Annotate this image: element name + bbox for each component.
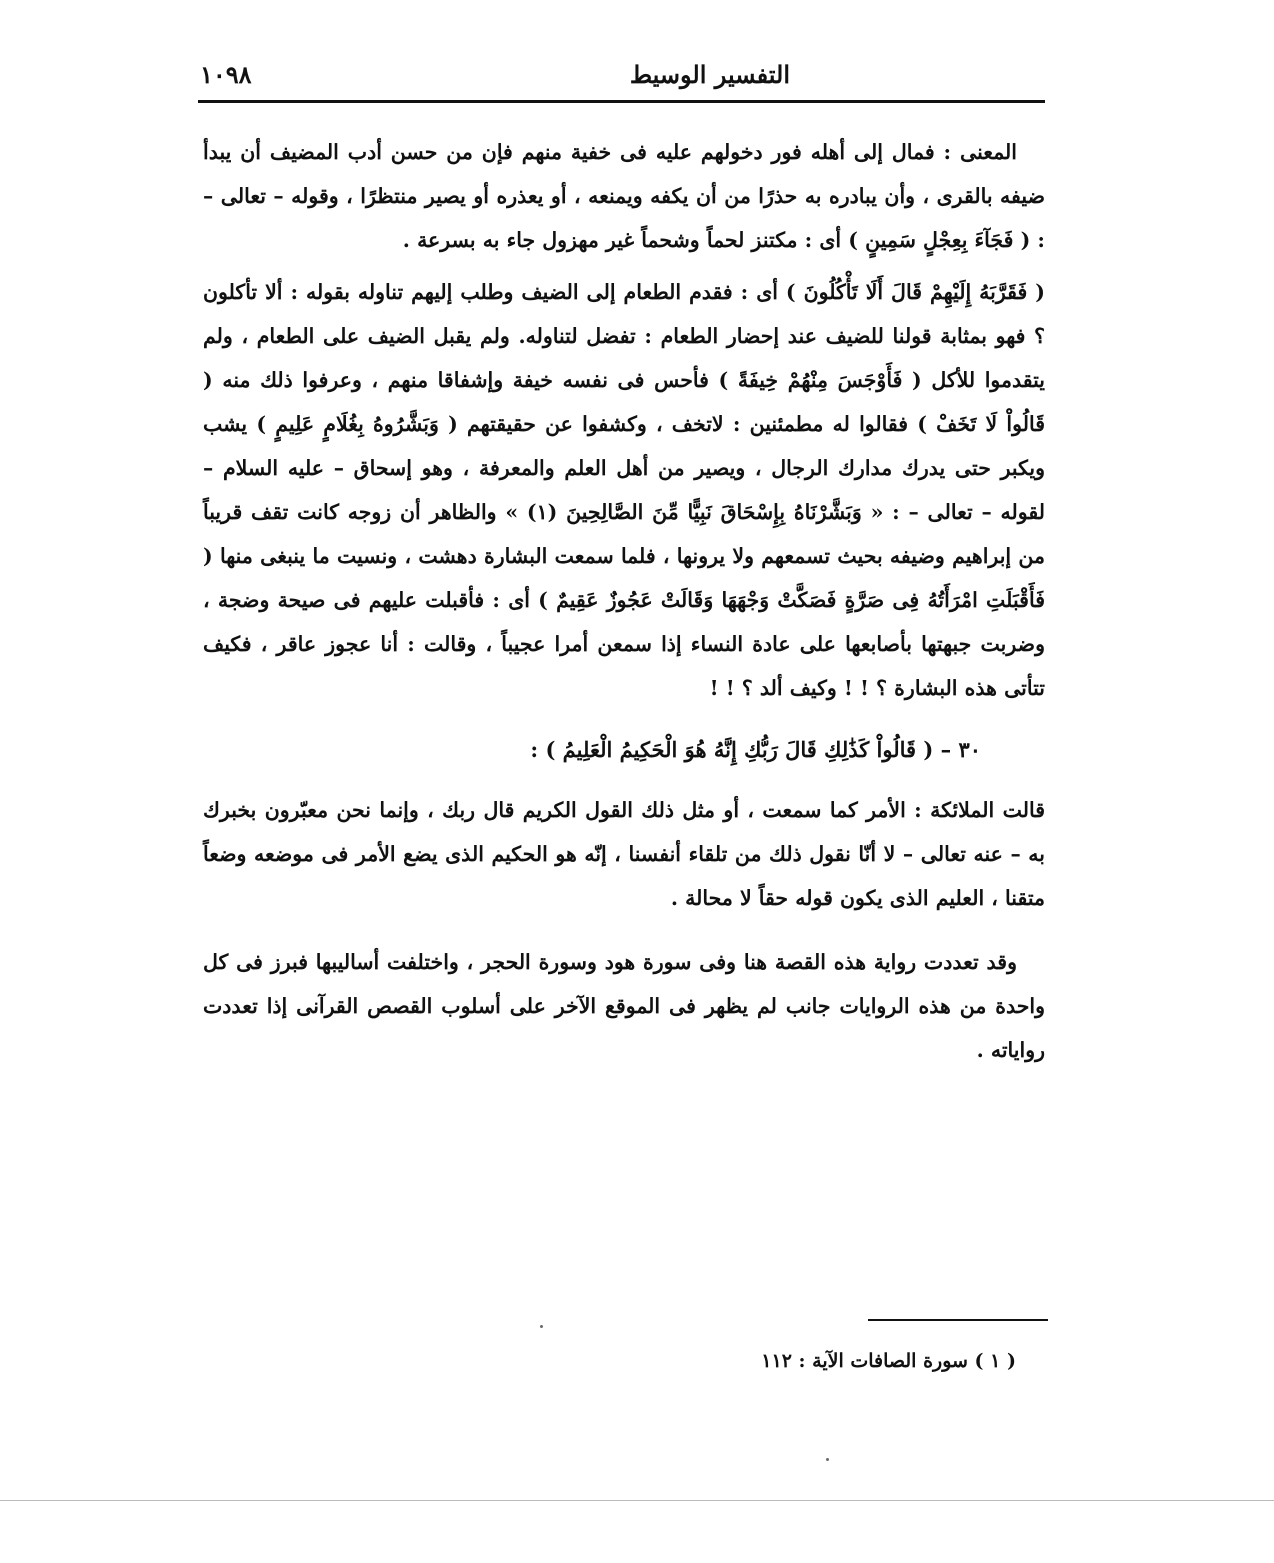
body-text [203, 130, 1045, 1072]
paragraph-angels-reply: قالت الملائكة : الأمر كما سمعت ، أو مثل ذلك القول الكريم قال ربك ، وإنما نحن معبّرون بخبرك به – عنه تعالى – لا أنّا نقول ذلك من تلقاء أنفسنا ، إنّه هو الحكيم الذى يضع الأمر فى موضعه وضعاً متقنا ، العليم الذى يكون قوله حقاً لا محالة . [203, 798, 1045, 910]
scan-speck [826, 1458, 829, 1461]
paragraph-offering-food: ( فَقَرَّبَهُ إِلَيْهِمْ قَالَ أَلَا تَأْكُلُونَ ) أى : فقدم الطعام إلى الضيف وطلب إليهم تناوله بقوله : ألا تأكلون ؟ فهو بمثابة قولنا للضيف عند إحضار الطعام : تفضل لتناوله. ولم يقبل الضيف على الطعام ، ولم يتقدموا للأكل ( فَأَوْجَسَ مِنْهُمْ خِيفَةً ) فأحس فى نفسه خيفة وإشفاقا منهم ، وعرفوا ذلك منه ( قَالُواْ لَا تَخَفْ ) فقالوا له مطمئنين : لاتخف ، وكشفوا عن حقيقتهم ( وَبَشَّرُوهُ بِغُلَامٍ عَلِيمٍ ) يشب ويكبر حتى يدرك مدارك الرجال ، ويصير من أهل العلم والمعرفة ، وهو إسحاق – عليه السلام – لقوله – تعالى – : « وَبَشَّرْنَاهُ بِإِسْحَاقَ نَبِيًّا مِّنَ الصَّالِحِينَ (١) » والظاهر أن زوجه كانت تقف قريباً من إبراهيم وضيفه بحيث تسمعهم ولا يرونها ، فلما سمعت البشارة دهشت ، ونسيت ما ينبغى منها ( فَأَقْبَلَتِ امْرَأَتُهُ فِى صَرَّةٍ فَصَكَّتْ وَجْهَهَا وَقَالَتْ عَجُوزٌ عَقِيمٌ ) أى : فأقبلت عليهم فى صيحة وضجة ، وضربت جبهتها بأصابعها على عادة النساء إذا سمعن أمرا عجيباً ، وقالت : أنا عجوز عاقر ، فكيف تتأتى هذه البشارة ؟ ! ! وكيف ألد ؟ ! ! [203, 280, 1045, 700]
running-title: التفسير الوسيط [629, 60, 790, 89]
page-header [200, 58, 1045, 98]
page-number: ١٠٩٨ [200, 60, 252, 89]
scan-speck [540, 1325, 543, 1328]
footnote: ( ١ ) سورة الصافات الآية : ١١٢ [761, 1350, 1016, 1372]
scan-edge-line [0, 1500, 1274, 1501]
footnote-rule [868, 1319, 1048, 1321]
paragraph-meaning: المعنى : فمال إلى أهله فور دخولهم عليه فى خفية منهم فإن من حسن أدب المضيف أن يبدأ ضيفه بالقرى ، وأن يبادره به حذرًا من أن يكفه ويمنعه ، أو يعذره أو يصير منتظرًا ، وقوله – تعالى – : ( فَجَآءَ بِعِجْلٍ سَمِينٍ ) أى : مكتنز لحماً وشحماً غير مهزول جاء به بسرعة . [203, 140, 1045, 252]
header-rule [198, 100, 1045, 103]
verse-heading-30: ٣٠ – ( قَالُواْ كَذَٰلِكِ قَالَ رَبُّكِ إِنَّهُ هُوَ الْحَكِيمُ الْعَلِيمُ ) : [530, 737, 981, 762]
paragraph-story-narrations: وقد تعددت رواية هذه القصة هنا وفى سورة هود وسورة الحجر ، واختلفت أساليبها فبرز فى كل واحدة من هذه الروايات جانب لم يظهر فى الموقع الآخر على أسلوب القصص القرآنى إذا تعددت رواياته . [203, 950, 1045, 1062]
